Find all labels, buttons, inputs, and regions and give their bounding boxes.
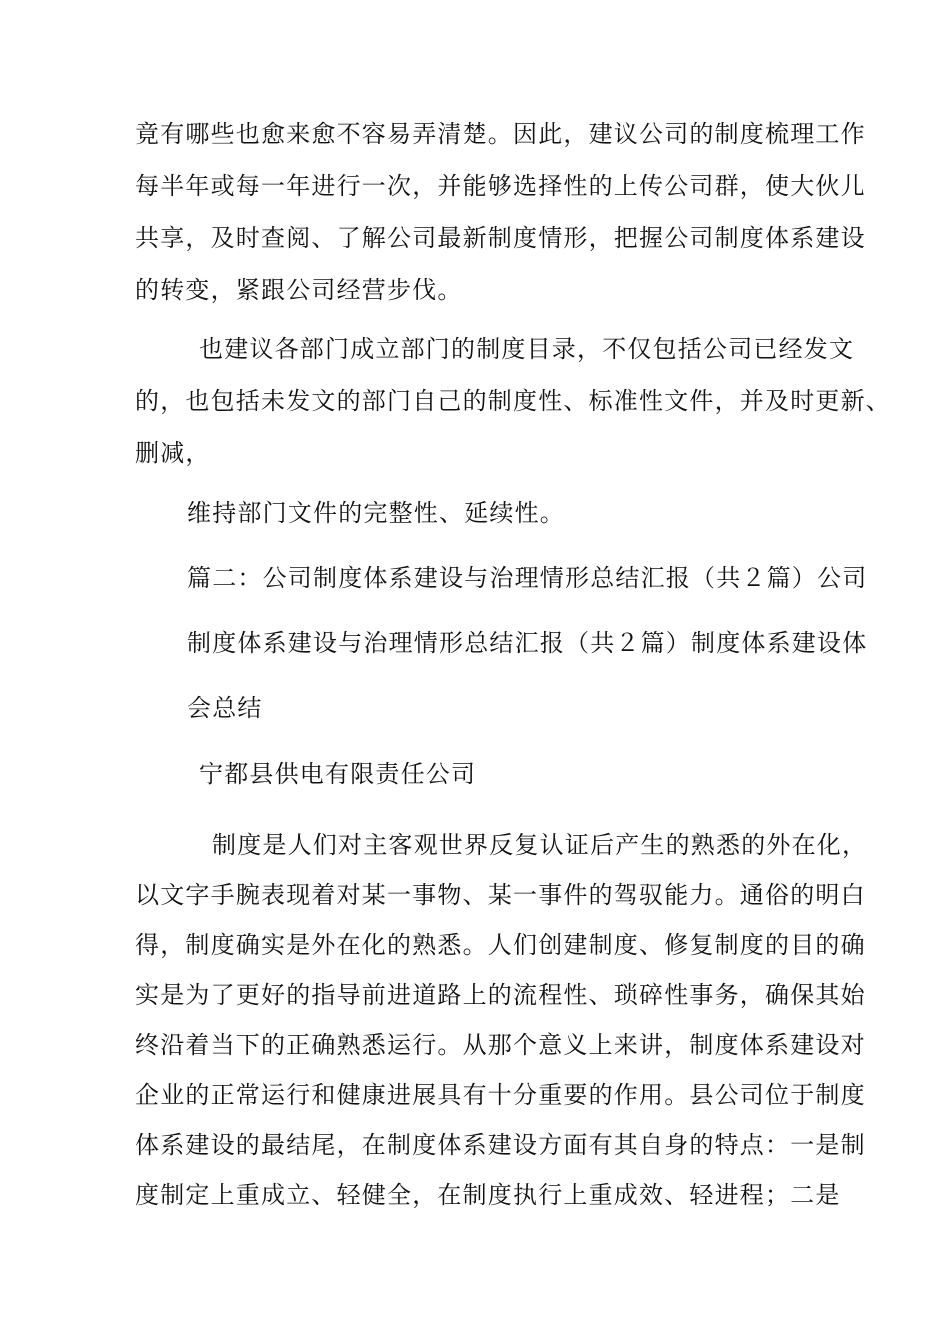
section-heading-line-1: 篇二：公司制度体系建设与治理情形总结汇报（共２篇）公司 [187,564,868,592]
paragraph-4-line-6: 企业的正常运行和健康进展具有十分重要的作用。县公司位于制度 [135,1081,866,1109]
paragraph-1-line-1: 竟有哪些也愈来愈不容易弄清楚。因此，建议公司的制度梳理工作 [135,120,866,148]
paragraph-1-line-3: 共享，及时查阅、了解公司最新制度情形，把握公司制度体系建设 [135,224,866,252]
section-heading-line-3: 会总结 [187,694,263,722]
paragraph-4-line-1: 制度是人们对主客观世界反复认证后产生的熟悉的外在化， [212,831,868,859]
company-name: 宁都县供电有限责任公司 [199,760,477,788]
paragraph-2-line-2: 的，也包括未发文的部门自己的制度性、标准性文件，并及时更新、 [135,387,891,415]
paragraph-4-line-2: 以文字手腕表现着对某一事物、某一事件的驾驭能力。通俗的明白 [135,881,866,909]
paragraph-4-line-3: 得，制度确实是外在化的熟悉。人们创建制度、修复制度的目的确 [135,931,866,959]
paragraph-4-line-4: 实是为了更好的指导前进道路上的流程性、琐碎性事务，确保其始 [135,981,866,1009]
paragraph-4-line-7: 体系建设的最结尾，在制度体系建设方面有其自身的特点：一是制 [135,1131,866,1159]
paragraph-2-line-1: 也建议各部门成立部门的制度目录，不仅包括公司已经发文 [199,335,855,363]
paragraph-4-line-8: 度制定上重成立、轻健全，在制度执行上重成效、轻进程；二是 [135,1181,841,1209]
paragraph-4-line-5: 终沿着当下的正确熟悉运行。从那个意义上来讲，制度体系建设对 [135,1031,866,1059]
section-heading-line-2: 制度体系建设与治理情形总结汇报（共２篇）制度体系建设体 [187,629,868,657]
paragraph-1-line-4: 的转变，紧跟公司经营步伐。 [135,276,463,304]
paragraph-3-line-1: 维持部门文件的完整性、延续性。 [187,499,565,527]
paragraph-2-line-3: 删减， [135,439,211,467]
paragraph-1-line-2: 每半年或每一年进行一次，并能够选择性的上传公司群，使大伙儿 [135,172,866,200]
